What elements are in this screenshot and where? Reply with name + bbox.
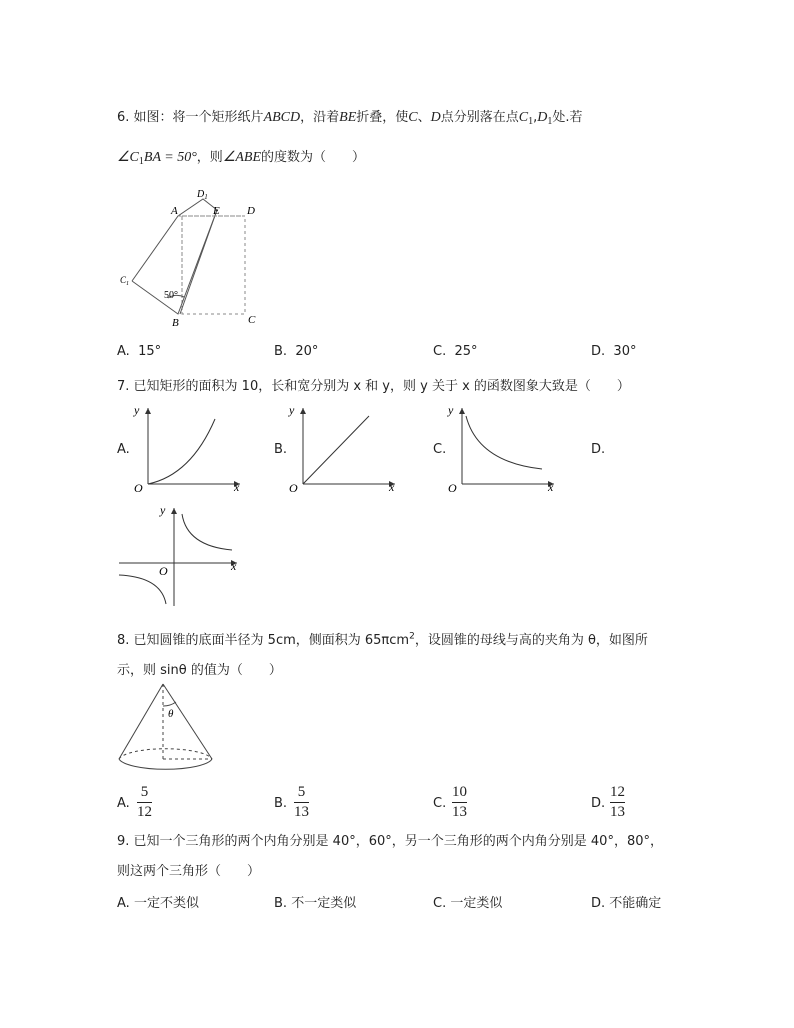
q9-line2 <box>117 860 260 879</box>
q8-line2 <box>117 659 282 678</box>
q7-line1 <box>117 375 630 394</box>
q8-line1 <box>117 629 648 648</box>
q8-text: 示，则 sinθ 的值为（ ） <box>117 663 282 678</box>
q8-number: 8. <box>117 633 130 648</box>
q6-option-a[interactable] <box>117 344 161 359</box>
q6-label-angle: 50° <box>164 290 178 301</box>
denominator: 13 <box>610 804 625 820</box>
graph-d-curve-q3 <box>119 575 166 604</box>
q8-option-a-letter[interactable]: A. <box>117 796 130 811</box>
y-label: y <box>289 403 295 417</box>
q8-option-b-fraction[interactable] <box>294 784 309 821</box>
q6-rect-dashed <box>182 216 245 314</box>
q6-comma: , <box>533 110 538 125</box>
q6-option-d[interactable] <box>591 344 636 359</box>
q6-text: ，则 <box>196 150 223 165</box>
q8-option-a-fraction[interactable] <box>137 784 152 821</box>
y-label: y <box>448 403 454 417</box>
q6-angle-c1ba-value: BA = 50° <box>143 150 197 165</box>
option-letter: A. <box>117 896 130 911</box>
q9-option-c[interactable] <box>433 892 502 911</box>
numerator: 5 <box>297 784 306 800</box>
y-label: y <box>160 503 166 517</box>
numerator: 10 <box>452 784 467 800</box>
q7-graph-a[interactable] <box>136 400 248 494</box>
cone-base-back <box>119 749 212 759</box>
q9-text: 则这两个三角形（ ） <box>117 864 261 879</box>
numerator: 12 <box>610 784 625 800</box>
option-text: 一定类似 <box>450 896 503 911</box>
q6-var-c1-sub: 1 <box>528 116 534 127</box>
q6-line1 <box>117 106 583 127</box>
fraction-bar <box>610 802 625 803</box>
graph-a-curve <box>148 419 215 484</box>
option-letter: D. <box>591 344 606 359</box>
q6-option-c[interactable] <box>433 344 478 359</box>
option-text: 不能确定 <box>609 896 662 911</box>
q6-line2 <box>117 146 365 167</box>
q6-angle-abe: ∠ABE <box>222 150 262 165</box>
q6-angle-c1ba-sub: 1 <box>138 156 144 167</box>
denominator: 13 <box>294 804 309 820</box>
q6-var-d1-sub: 1 <box>547 116 553 127</box>
y-arrow <box>145 408 151 414</box>
q6-label-e: E <box>213 205 220 217</box>
origin-label: O <box>159 564 168 578</box>
cone-right-edge <box>163 684 212 759</box>
q6-option-b[interactable] <box>274 344 318 359</box>
q7-graph-b[interactable] <box>291 400 403 494</box>
q7-option-a-letter[interactable]: A. <box>117 442 130 457</box>
q9-line1 <box>117 830 663 849</box>
q9-option-a[interactable] <box>117 892 199 911</box>
option-letter: D. <box>591 896 606 911</box>
q6-label-c: C <box>248 314 256 326</box>
graph-d-curve-q1 <box>182 514 232 550</box>
denominator: 13 <box>452 804 467 820</box>
q6-var-be: BE <box>339 110 357 125</box>
q8-option-c-letter[interactable]: C. <box>433 796 447 811</box>
q6-angle-c1ba <box>117 150 197 165</box>
q9-number: 9. <box>117 834 130 849</box>
option-letter: A. <box>117 344 130 359</box>
q7-graph-c[interactable] <box>450 400 562 494</box>
q6-var-c: C <box>408 110 418 125</box>
fraction-bar <box>294 802 309 803</box>
q8-text: 已知圆锥的底面半径为 5cm，侧面积为 65πcm <box>133 633 410 648</box>
q7-text: 已知矩形的面积为 10，长和宽分别为 x 和 y，则 y 关于 x 的函数图象大致是（ ） <box>133 379 630 394</box>
q7-graph-d[interactable] <box>117 502 242 610</box>
q6-text: 的度数为（ ） <box>261 150 366 165</box>
option-letter: B. <box>274 344 288 359</box>
q8-option-c-fraction[interactable] <box>452 784 467 821</box>
theta-label: θ <box>168 708 174 720</box>
q6-text: 如图：将一个矩形纸片 <box>133 110 264 125</box>
option-text: 25° <box>454 344 478 359</box>
cone-base-front <box>119 759 212 769</box>
option-text: 20° <box>295 344 319 359</box>
x-label: x <box>389 480 395 494</box>
theta-arc <box>163 702 176 706</box>
q8-text: ，设圆锥的母线与高的夹角为 θ，如图所 <box>414 633 648 648</box>
q6-label-a: A <box>171 205 178 217</box>
option-letter: B. <box>274 896 288 911</box>
fraction-bar <box>137 802 152 803</box>
fraction-bar <box>452 802 467 803</box>
option-text: 不一定类似 <box>291 896 357 911</box>
q6-number: 6. <box>117 110 130 125</box>
q6-var-abcd: ABCD <box>263 110 301 125</box>
q6-var-c1-main: C <box>518 110 529 125</box>
x-label: x <box>234 480 240 494</box>
option-text: 15° <box>138 344 162 359</box>
cone-left-edge <box>119 684 163 759</box>
q8-option-b-letter[interactable]: B. <box>274 796 288 811</box>
q6-var-d1-main: D <box>537 110 548 125</box>
y-label: y <box>134 403 140 417</box>
y-arrow <box>300 408 306 414</box>
graph-c-curve <box>466 416 542 469</box>
q6-text: 、 <box>417 110 431 125</box>
q6-text: ，沿着 <box>300 110 340 125</box>
origin-label: O <box>289 481 298 495</box>
graph-b-line <box>303 416 369 484</box>
q7-option-c-letter[interactable]: C. <box>433 442 447 457</box>
q7-number: 7. <box>117 379 130 394</box>
q8-option-d-fraction[interactable] <box>610 784 625 821</box>
q9-option-b[interactable] <box>274 892 356 911</box>
y-arrow <box>171 508 177 514</box>
q6-text: 处.若 <box>552 110 583 125</box>
q6-figure <box>110 185 280 330</box>
q6-text: 点分别落在点 <box>440 110 519 125</box>
q6-text: 折叠，使 <box>356 110 409 125</box>
q6-label-b: B <box>172 317 179 329</box>
origin-label: O <box>448 481 457 495</box>
q6-label-c1: $C_1$ <box>120 275 130 287</box>
q6-var-d1 <box>537 110 552 125</box>
q8-option-d-letter[interactable]: D. <box>591 796 606 811</box>
q6-var-d: D <box>430 110 441 125</box>
q7-option-b-letter[interactable]: B. <box>274 442 288 457</box>
q6-label-d: D <box>247 205 255 217</box>
option-letter: C. <box>433 344 447 359</box>
origin-label: O <box>134 481 143 495</box>
numerator: 5 <box>140 784 149 800</box>
q6-angle-c1ba-main: ∠C <box>117 150 139 165</box>
y-arrow <box>459 408 465 414</box>
x-label: x <box>548 480 554 494</box>
q8-superscript: 2 <box>409 631 415 642</box>
q6-label-d1: $D_1$ <box>197 189 208 201</box>
q6-line-be <box>180 210 217 314</box>
q6-var-c1 <box>519 110 533 125</box>
denominator: 12 <box>137 804 152 820</box>
x-label: x <box>231 559 237 573</box>
q7-option-d-letter[interactable]: D. <box>591 442 606 457</box>
q8-cone-figure <box>110 681 220 781</box>
q9-text: 已知一个三角形的两个内角分别是 40°，60°，另一个三角形的两个内角分别是 40°，80°， <box>133 834 663 849</box>
option-text: 30° <box>613 344 637 359</box>
option-letter: C. <box>433 896 447 911</box>
q9-option-d[interactable] <box>591 892 661 911</box>
option-text: 一定不类似 <box>133 896 199 911</box>
